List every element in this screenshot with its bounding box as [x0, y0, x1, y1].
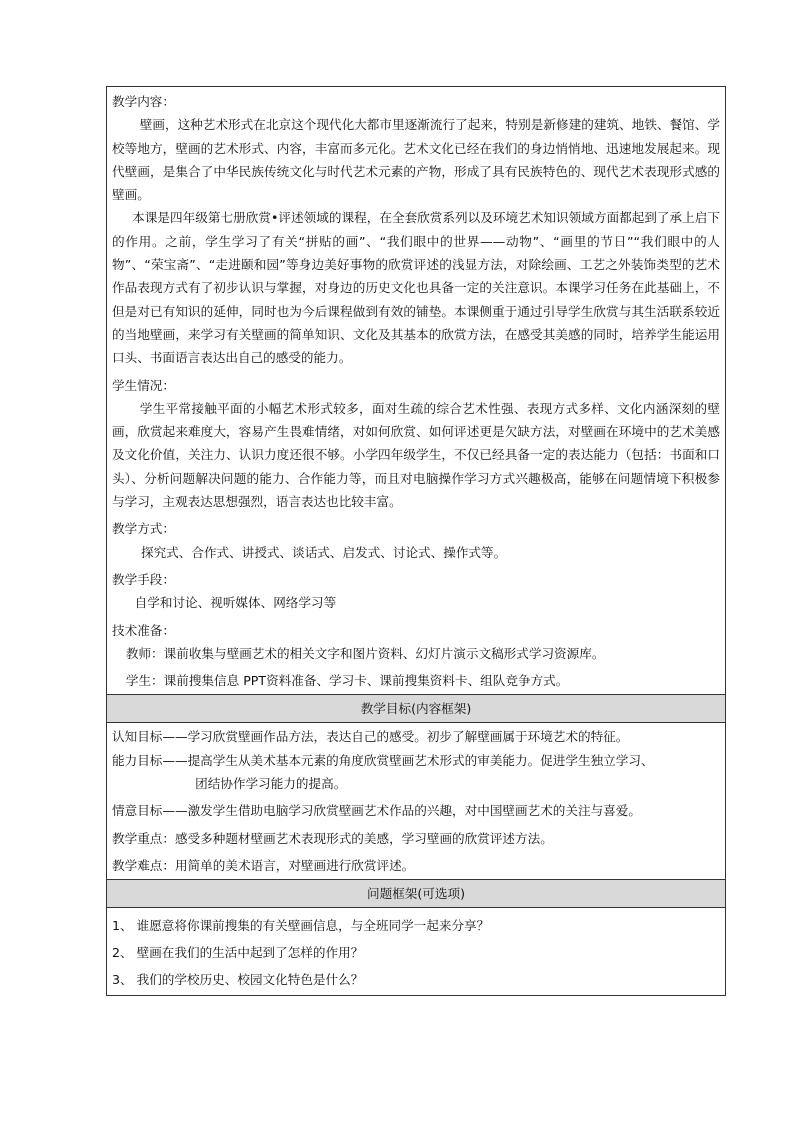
- content-paragraph-1: 壁画，这种艺术形式在北京这个现代化大都市里逐渐流行了起来，特别是新修建的建筑、地铁、餐馆、学校等地方，壁画的艺术形式、内容，丰富而多元化。艺术文化已经在我们的身边悄悄地、迅速地发展起来。现代壁画，是集合了中华民族传统文化与时代艺术元素的产物，形成了具有民族特色的、现代艺术表现形式感的壁画。: [112, 117, 720, 203]
- means-label: 教学手段：: [112, 571, 175, 587]
- key-point: 教学重点：感受多种题材壁画艺术表现形式的美感，学习壁画的欣赏评述方法。: [112, 830, 553, 846]
- question-item: 1、 谁愿意将你课前搜集的有关壁画信息，与全班同学一起来分享？: [112, 918, 490, 934]
- questions-cell: [106, 908, 726, 996]
- content-paragraph-2: 本课是四年级第七册欣赏•评述领域的课程，在全套欣赏系列以及环境艺术知识领域方面都起到了承上启下的作用。之前，学生学习了有关“拼贴的画”、“我们眼中的世界——动物”、“画里的节日”“我们眼中的人物”、“荣宝斋”、“走进颐和园”等身边美好事物的欣赏评述的浅显方法，对除绘画、工艺之外装饰类型的艺术作品表现方式有了初步认识与掌握，对身边的历史文化也具备一定的关注意识。本课学习任务在此基础上，不但是对已有知识的延伸，同时也为今后课程做到有效的铺垫。本课侧重于通过引导学生欣赏与其生活联系较近的当地壁画，来学习有关壁画的简单知识、文化及其基本的欣赏方法，在感受其美感的同时，培养学生能运用口头、书面语言表达出自己的感受的能力。: [112, 210, 720, 366]
- questions-header: 问题框架(可选项): [106, 880, 726, 908]
- goal-cognitive: 认知目标——学习欣赏壁画作品方法，表达自己的感受。初步了解壁画属于环境艺术的特征。: [112, 729, 629, 745]
- method-text: 探究式、合作式、讲授式、谈话式、启发式、讨论式、操作式等。: [140, 544, 507, 560]
- student-label: 学生情况：: [112, 377, 175, 393]
- method-label: 教学方式：: [112, 521, 175, 537]
- goals-cell: [106, 723, 726, 880]
- goal-ability: 能力目标——提高学生从美术基本元素的角度欣赏壁画艺术形式的审美能力。促进学生独立学习、: [112, 752, 654, 768]
- content-cell: [106, 86, 726, 695]
- goal-emotion: 情意目标——激发学生借助电脑学习欣赏壁画艺术作品的兴趣，对中国壁画艺术的关注与喜爱。: [112, 803, 641, 819]
- means-text: 自学和讨论、视听媒体、网络学习等: [134, 595, 337, 611]
- difficulty: 教学难点：用简单的美术语言，对壁画进行欣赏评述。: [112, 857, 415, 873]
- goal-ability-continued: 团结协作学习能力的提高。: [195, 776, 347, 792]
- student-paragraph: 学生平常接触平面的小幅艺术形式较多，面对生疏的综合艺术性强、表现方式多样、文化内涵深刻的壁画，欣赏起来难度大，容易产生畏难情绪，对如何欣赏、如何评述更是欠缺方法，对壁画在环境中的艺术美感及文化价值，关注力、认识力度还很不够。小学四年级学生，不仅已经具备一定的表达能力（包括：书面和口头）、分析问题解决问题的能力、合作能力等，而且对电脑操作学习方式兴趣极高，能够在问题情境下积极参与学习，主观表达思想强烈，语言表达也比较丰富。: [112, 400, 720, 510]
- question-item: 2、 壁画在我们的生活中起到了怎样的作用？: [112, 945, 364, 961]
- question-item: 3、 我们的学校历史、校园文化特色是什么？: [112, 972, 364, 988]
- tech-student: 学生：课前搜集信息 PPT资料准备、学习卡、课前搜集资料卡、组队竞争方式。: [125, 673, 569, 689]
- lesson-plan-table: [106, 86, 726, 996]
- tech-teacher: 教师：课前收集与壁画艺术的相关文字和图片资料、幻灯片演示文稿形式学习资源库。: [125, 645, 605, 661]
- goals-header: 教学目标(内容框架): [106, 695, 726, 723]
- content-label: 教学内容：: [112, 94, 175, 109]
- tech-label: 技术准备：: [112, 622, 175, 638]
